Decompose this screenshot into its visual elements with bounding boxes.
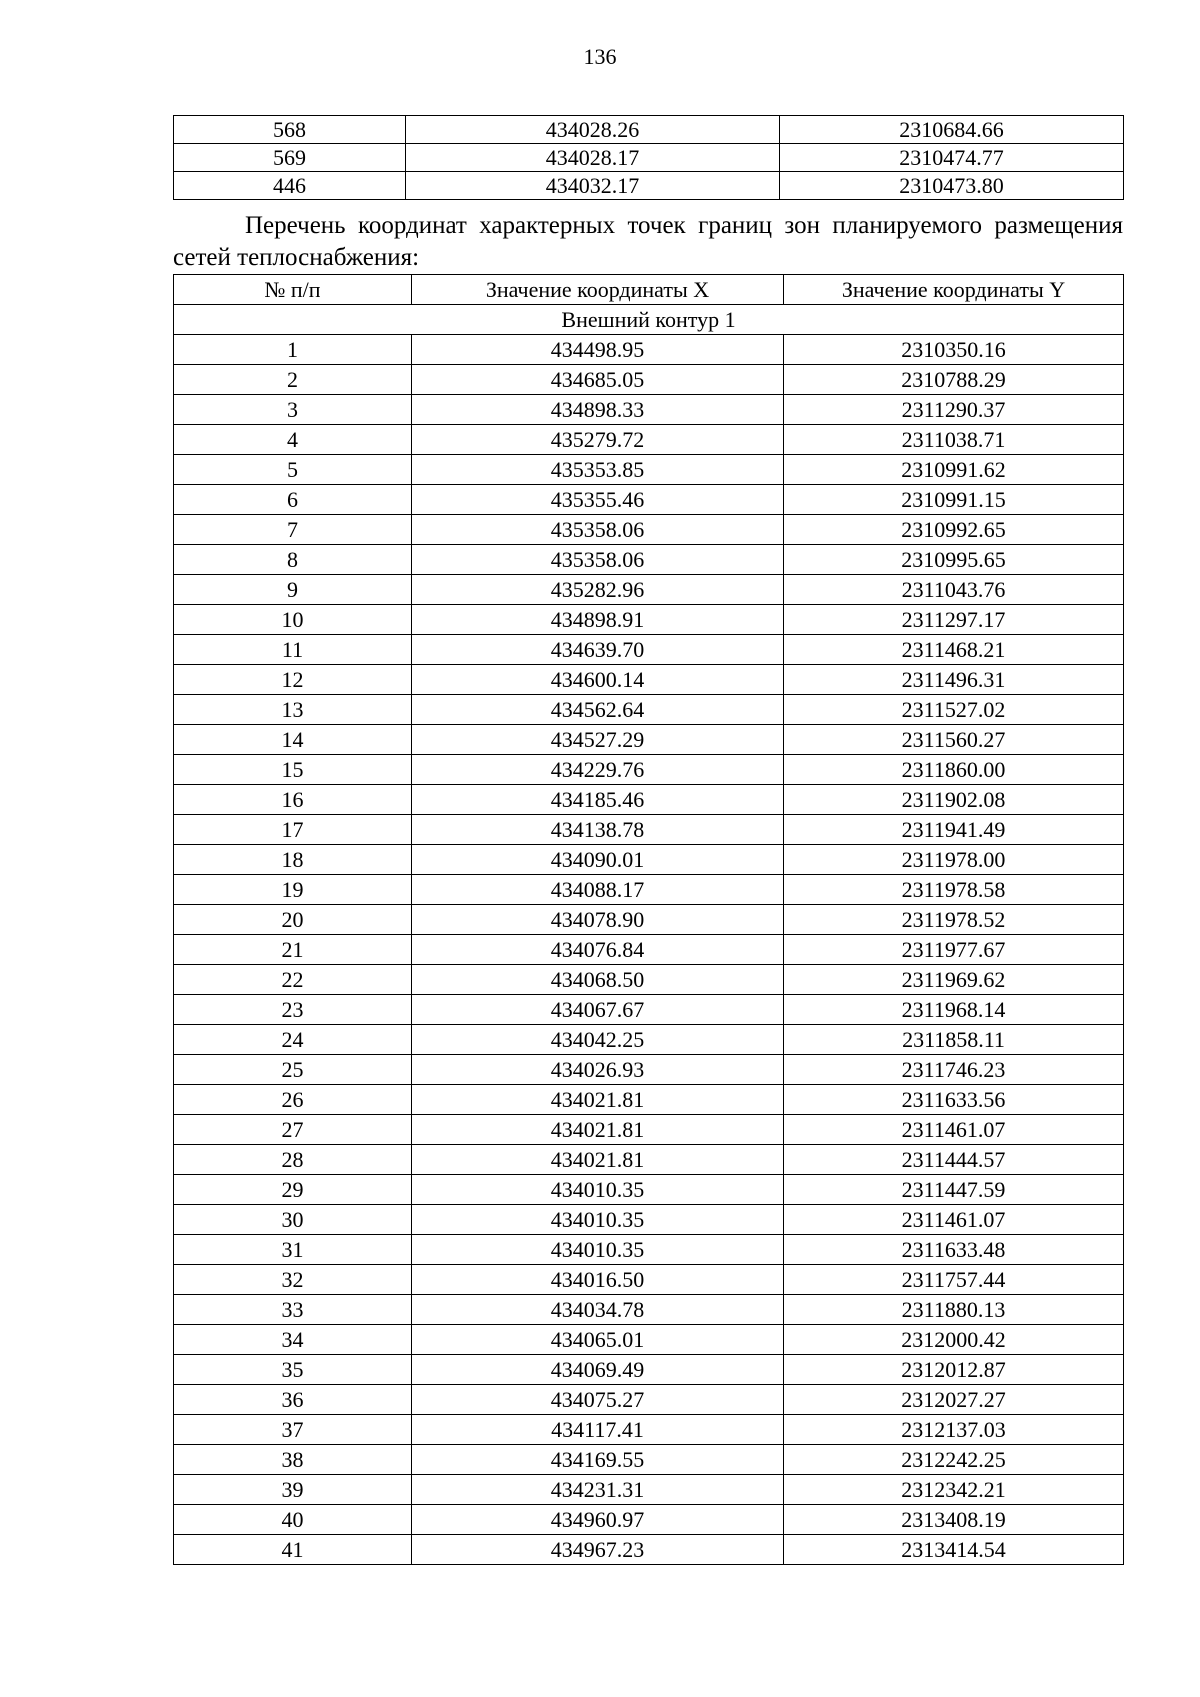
- cell-x: 434010.35: [412, 1235, 784, 1265]
- cell-x: 434138.78: [412, 815, 784, 845]
- coordinates-table: [173, 274, 1124, 1565]
- cell-y: 2312342.21: [784, 1475, 1124, 1505]
- section-title: Внешний контур 1: [174, 305, 1124, 335]
- cell-x: 434065.01: [412, 1325, 784, 1355]
- table-row: [174, 1175, 1124, 1205]
- cell-number: 33: [174, 1295, 412, 1325]
- cell-x: 434028.26: [406, 116, 780, 144]
- cell-x: 434010.35: [412, 1205, 784, 1235]
- cell-number: 19: [174, 875, 412, 905]
- cell-y: 2311978.00: [784, 845, 1124, 875]
- cell-x: 435279.72: [412, 425, 784, 455]
- cell-number: 15: [174, 755, 412, 785]
- cell-y: 2311560.27: [784, 725, 1124, 755]
- cell-y: 2312137.03: [784, 1415, 1124, 1445]
- cell-y: 2311468.21: [784, 635, 1124, 665]
- cell-x: 434498.95: [412, 335, 784, 365]
- table-row: [174, 875, 1124, 905]
- cell-x: 434600.14: [412, 665, 784, 695]
- cell-number: 39: [174, 1475, 412, 1505]
- cell-number: 14: [174, 725, 412, 755]
- cell-y: 2311043.76: [784, 575, 1124, 605]
- table-row: [174, 1355, 1124, 1385]
- table-row: [174, 545, 1124, 575]
- cell-number: 37: [174, 1415, 412, 1445]
- cell-y: 2311880.13: [784, 1295, 1124, 1325]
- cell-x: 434898.91: [412, 605, 784, 635]
- cell-y: 2311978.58: [784, 875, 1124, 905]
- cell-number: 21: [174, 935, 412, 965]
- cell-y: 2310995.65: [784, 545, 1124, 575]
- table-row: [174, 845, 1124, 875]
- cell-number: 446: [174, 172, 406, 200]
- cell-x: 434639.70: [412, 635, 784, 665]
- cell-number: 11: [174, 635, 412, 665]
- table-row: [174, 695, 1124, 725]
- cell-number: 17: [174, 815, 412, 845]
- cell-x: 434026.93: [412, 1055, 784, 1085]
- cell-number: 31: [174, 1235, 412, 1265]
- cell-y: 2313408.19: [784, 1505, 1124, 1535]
- cell-y: 2311858.11: [784, 1025, 1124, 1055]
- cell-number: 568: [174, 116, 406, 144]
- cell-number: 20: [174, 905, 412, 935]
- cell-y: 2311746.23: [784, 1055, 1124, 1085]
- table-row: [174, 485, 1124, 515]
- header-x: Значение координаты X: [412, 275, 784, 305]
- cell-y: 2311496.31: [784, 665, 1124, 695]
- cell-y: 2311461.07: [784, 1115, 1124, 1145]
- cell-number: 34: [174, 1325, 412, 1355]
- cell-number: 40: [174, 1505, 412, 1535]
- cell-y: 2313414.54: [784, 1535, 1124, 1565]
- table-row: [174, 1265, 1124, 1295]
- cell-x: 434069.49: [412, 1355, 784, 1385]
- table-row: [174, 335, 1124, 365]
- cell-number: 7: [174, 515, 412, 545]
- table-row: [174, 515, 1124, 545]
- page-number: 136: [583, 44, 617, 69]
- cell-x: 434078.90: [412, 905, 784, 935]
- coordinates-table-body: [174, 335, 1124, 1565]
- cell-x: 434088.17: [412, 875, 784, 905]
- cell-number: 13: [174, 695, 412, 725]
- table-row: [174, 1415, 1124, 1445]
- table-row: [174, 635, 1124, 665]
- cell-y: 2310474.77: [780, 144, 1124, 172]
- cell-number: 2: [174, 365, 412, 395]
- cell-number: 12: [174, 665, 412, 695]
- coordinates-table-header: [174, 275, 1124, 335]
- cell-number: 4: [174, 425, 412, 455]
- table-row: [174, 1535, 1124, 1565]
- cell-x: 434032.17: [406, 172, 780, 200]
- cell-x: 434021.81: [412, 1145, 784, 1175]
- cell-x: 434028.17: [406, 144, 780, 172]
- cell-y: 2312242.25: [784, 1445, 1124, 1475]
- cell-x: 434042.25: [412, 1025, 784, 1055]
- cell-x: 434967.23: [412, 1535, 784, 1565]
- cell-x: 435282.96: [412, 575, 784, 605]
- cell-number: 30: [174, 1205, 412, 1235]
- cell-number: 1: [174, 335, 412, 365]
- cell-y: 2311633.56: [784, 1085, 1124, 1115]
- cell-y: 2312027.27: [784, 1385, 1124, 1415]
- cell-y: 2310473.80: [780, 172, 1124, 200]
- cell-y: 2310788.29: [784, 365, 1124, 395]
- cell-x: 434067.67: [412, 995, 784, 1025]
- table-row: [174, 1295, 1124, 1325]
- cell-number: 29: [174, 1175, 412, 1205]
- cell-y: 2311978.52: [784, 905, 1124, 935]
- continuation-table-body: [174, 116, 1124, 200]
- cell-number: 8: [174, 545, 412, 575]
- cell-x: 434960.97: [412, 1505, 784, 1535]
- cell-y: 2311902.08: [784, 785, 1124, 815]
- table-row: [174, 815, 1124, 845]
- table-row: [174, 605, 1124, 635]
- cell-x: 434185.46: [412, 785, 784, 815]
- cell-x: 434090.01: [412, 845, 784, 875]
- cell-y: 2311977.67: [784, 935, 1124, 965]
- cell-number: 5: [174, 455, 412, 485]
- cell-number: 6: [174, 485, 412, 515]
- cell-y: 2310992.65: [784, 515, 1124, 545]
- table-row: [174, 1055, 1124, 1085]
- cell-y: 2311447.59: [784, 1175, 1124, 1205]
- cell-number: 10: [174, 605, 412, 635]
- table-row: [174, 1025, 1124, 1055]
- table-row: [174, 665, 1124, 695]
- cell-number: 28: [174, 1145, 412, 1175]
- table-row: [174, 1505, 1124, 1535]
- table-row: [174, 144, 1124, 172]
- cell-x: 434117.41: [412, 1415, 784, 1445]
- cell-y: 2311757.44: [784, 1265, 1124, 1295]
- cell-x: 434231.31: [412, 1475, 784, 1505]
- cell-number: 32: [174, 1265, 412, 1295]
- cell-y: 2312000.42: [784, 1325, 1124, 1355]
- cell-x: 434034.78: [412, 1295, 784, 1325]
- table-row: [174, 785, 1124, 815]
- header-y: Значение координаты Y: [784, 275, 1124, 305]
- cell-y: 2310684.66: [780, 116, 1124, 144]
- table-row: [174, 395, 1124, 425]
- cell-number: 27: [174, 1115, 412, 1145]
- table-row: [174, 965, 1124, 995]
- cell-x: 434527.29: [412, 725, 784, 755]
- cell-x: 434562.64: [412, 695, 784, 725]
- table-row: [174, 1325, 1124, 1355]
- cell-number: 22: [174, 965, 412, 995]
- cell-y: 2310991.62: [784, 455, 1124, 485]
- cell-number: 3: [174, 395, 412, 425]
- table-row: [174, 455, 1124, 485]
- table-row: [174, 1205, 1124, 1235]
- intro-paragraph: Перечень координат характерных точек границ зон планируемого размещения сетей теплоснабжения:: [173, 212, 1123, 271]
- cell-y: 2311968.14: [784, 995, 1124, 1025]
- table-row: [174, 1385, 1124, 1415]
- cell-x: 434068.50: [412, 965, 784, 995]
- table-row: [174, 1085, 1124, 1115]
- cell-y: 2311527.02: [784, 695, 1124, 725]
- cell-number: 35: [174, 1355, 412, 1385]
- cell-y: 2311941.49: [784, 815, 1124, 845]
- cell-number: 26: [174, 1085, 412, 1115]
- cell-x: 435358.06: [412, 515, 784, 545]
- cell-number: 9: [174, 575, 412, 605]
- continuation-table: [173, 115, 1124, 200]
- cell-x: 434021.81: [412, 1115, 784, 1145]
- table-row: [174, 1115, 1124, 1145]
- cell-y: 2311290.37: [784, 395, 1124, 425]
- cell-number: 16: [174, 785, 412, 815]
- table-row: [174, 905, 1124, 935]
- table-row: [174, 116, 1124, 144]
- cell-number: 23: [174, 995, 412, 1025]
- cell-number: 24: [174, 1025, 412, 1055]
- cell-number: 18: [174, 845, 412, 875]
- cell-x: 434229.76: [412, 755, 784, 785]
- cell-x: 434169.55: [412, 1445, 784, 1475]
- header-number: № п/п: [174, 275, 412, 305]
- cell-number: 569: [174, 144, 406, 172]
- cell-x: 434076.84: [412, 935, 784, 965]
- table-row: [174, 575, 1124, 605]
- cell-x: 435355.46: [412, 485, 784, 515]
- cell-number: 38: [174, 1445, 412, 1475]
- table-row: [174, 1145, 1124, 1175]
- table-row: [174, 425, 1124, 455]
- cell-x: 434021.81: [412, 1085, 784, 1115]
- cell-y: 2311038.71: [784, 425, 1124, 455]
- cell-y: 2311633.48: [784, 1235, 1124, 1265]
- cell-y: 2311444.57: [784, 1145, 1124, 1175]
- cell-x: 434010.35: [412, 1175, 784, 1205]
- table-row: [174, 995, 1124, 1025]
- cell-number: 41: [174, 1535, 412, 1565]
- cell-y: 2311297.17: [784, 605, 1124, 635]
- cell-x: 434016.50: [412, 1265, 784, 1295]
- table-row: [174, 172, 1124, 200]
- cell-number: 25: [174, 1055, 412, 1085]
- cell-y: 2311461.07: [784, 1205, 1124, 1235]
- cell-number: 36: [174, 1385, 412, 1415]
- header-row: [174, 275, 1124, 305]
- cell-x: 434898.33: [412, 395, 784, 425]
- cell-y: 2310350.16: [784, 335, 1124, 365]
- table-row: [174, 1475, 1124, 1505]
- cell-x: 435358.06: [412, 545, 784, 575]
- section-row: [174, 305, 1124, 335]
- table-row: [174, 935, 1124, 965]
- cell-y: 2311969.62: [784, 965, 1124, 995]
- table-row: [174, 1445, 1124, 1475]
- cell-y: 2311860.00: [784, 755, 1124, 785]
- cell-x: 434075.27: [412, 1385, 784, 1415]
- table-row: [174, 365, 1124, 395]
- table-row: [174, 1235, 1124, 1265]
- table-row: [174, 725, 1124, 755]
- cell-x: 435353.85: [412, 455, 784, 485]
- cell-y: 2310991.15: [784, 485, 1124, 515]
- cell-y: 2312012.87: [784, 1355, 1124, 1385]
- cell-x: 434685.05: [412, 365, 784, 395]
- table-row: [174, 755, 1124, 785]
